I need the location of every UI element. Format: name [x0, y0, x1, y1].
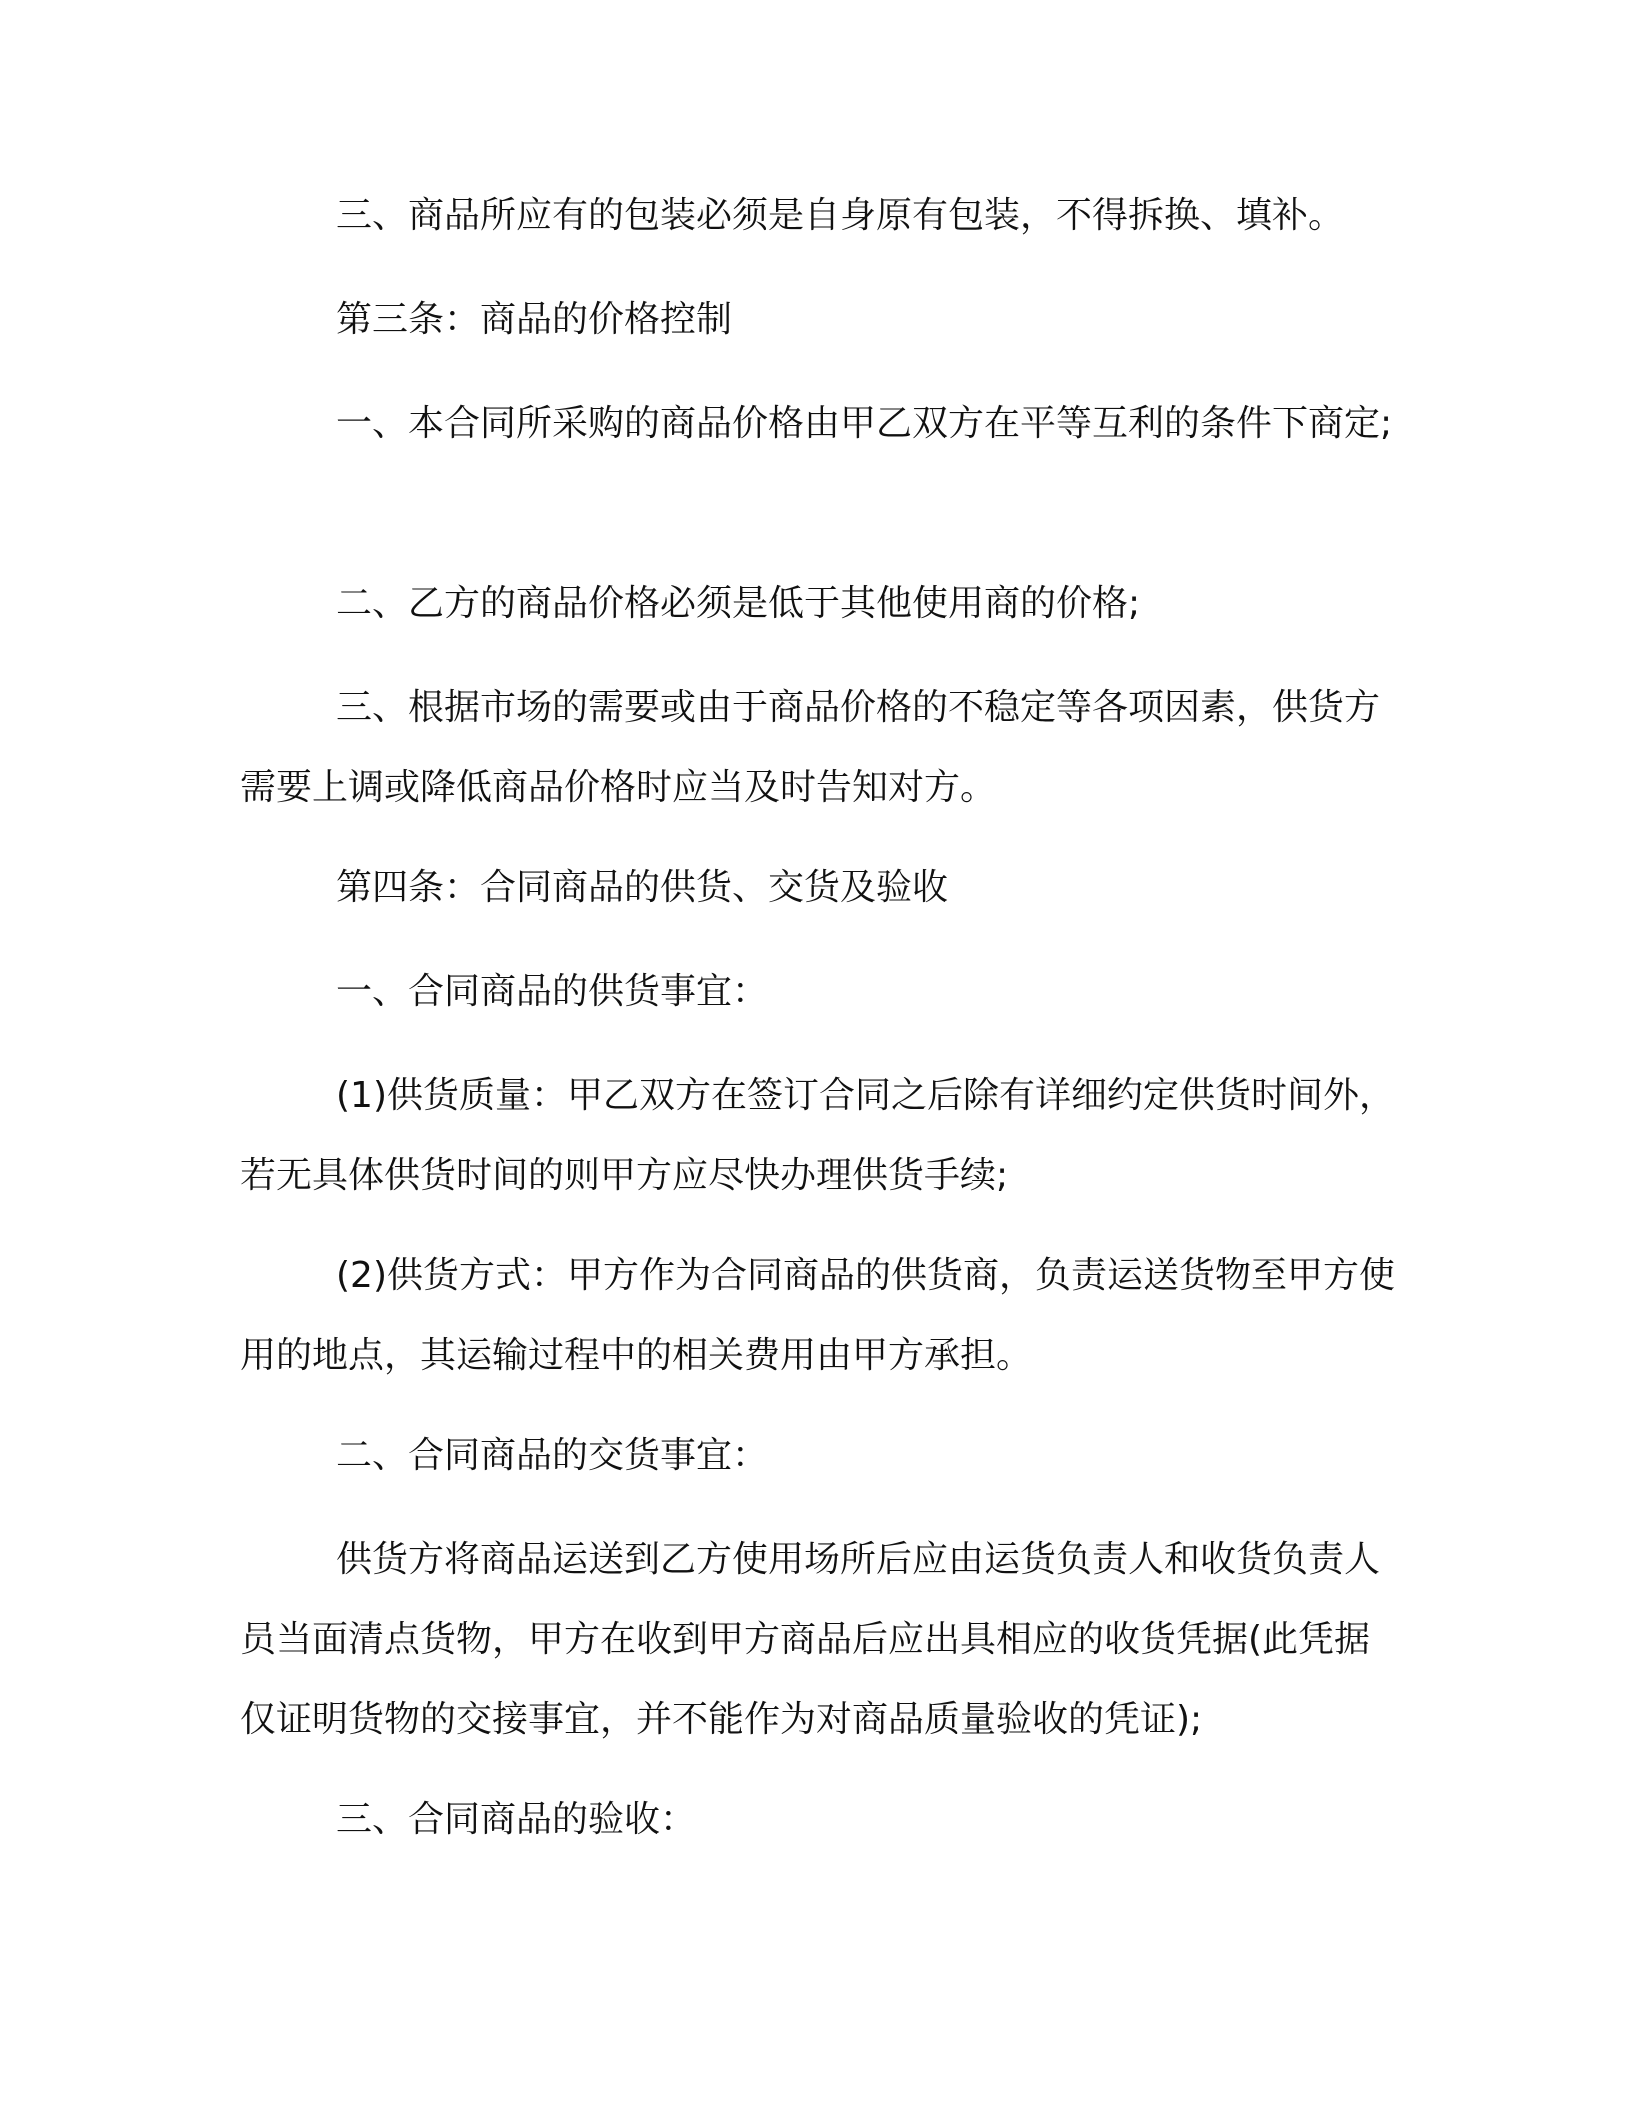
paragraph-supply-matters: 一、合同商品的供货事宜：: [336, 971, 769, 1012]
paragraph-supply-method: (2)供货方式：甲方作为合同商品的供货商，负责运送货物至甲方使用的地点，其运输过程中的相关费用由甲方承担。: [240, 1255, 1395, 1376]
paragraph-price-lower: 二、乙方的商品价格必须是低于其他使用商的价格;: [336, 583, 1141, 624]
paragraph-acceptance: 三、合同商品的验收：: [336, 1799, 697, 1840]
paragraph-packaging-rule: 三、商品所应有的包装必须是自身原有包装，不得拆换、填补。: [336, 195, 1345, 236]
paragraph-price-agreement: 一、本合同所采购的商品价格由甲乙双方在平等互利的条件下商定;: [336, 403, 1393, 444]
paragraph-supply-quality: (1)供货质量：甲乙双方在签订合同之后除有详细约定供货时间外，若无具体供货时间的则甲方应尽快办理供货手续;: [240, 1075, 1395, 1196]
paragraph-delivery-matters: 二、合同商品的交货事宜：: [336, 1435, 769, 1476]
paragraph-delivery-detail: 供货方将商品运送到乙方使用场所后应由运货负责人和收货负责人员当面清点货物，甲方在收到甲方商品后应出具相应的收货凭据(此凭据仅证明货物的交接事宜，并不能作为对商品质量验收的凭证);: [240, 1539, 1381, 1740]
paragraph-price-adjustment: 三、根据市场的需要或由于商品价格的不稳定等各项因素，供货方需要上调或降低商品价格时应当及时告知对方。: [240, 687, 1381, 808]
heading-article-4: 第四条：合同商品的供货、交货及验收: [336, 867, 949, 908]
heading-article-3: 第三条：商品的价格控制: [336, 299, 733, 340]
document-body: [240, 0, 1400, 1840]
